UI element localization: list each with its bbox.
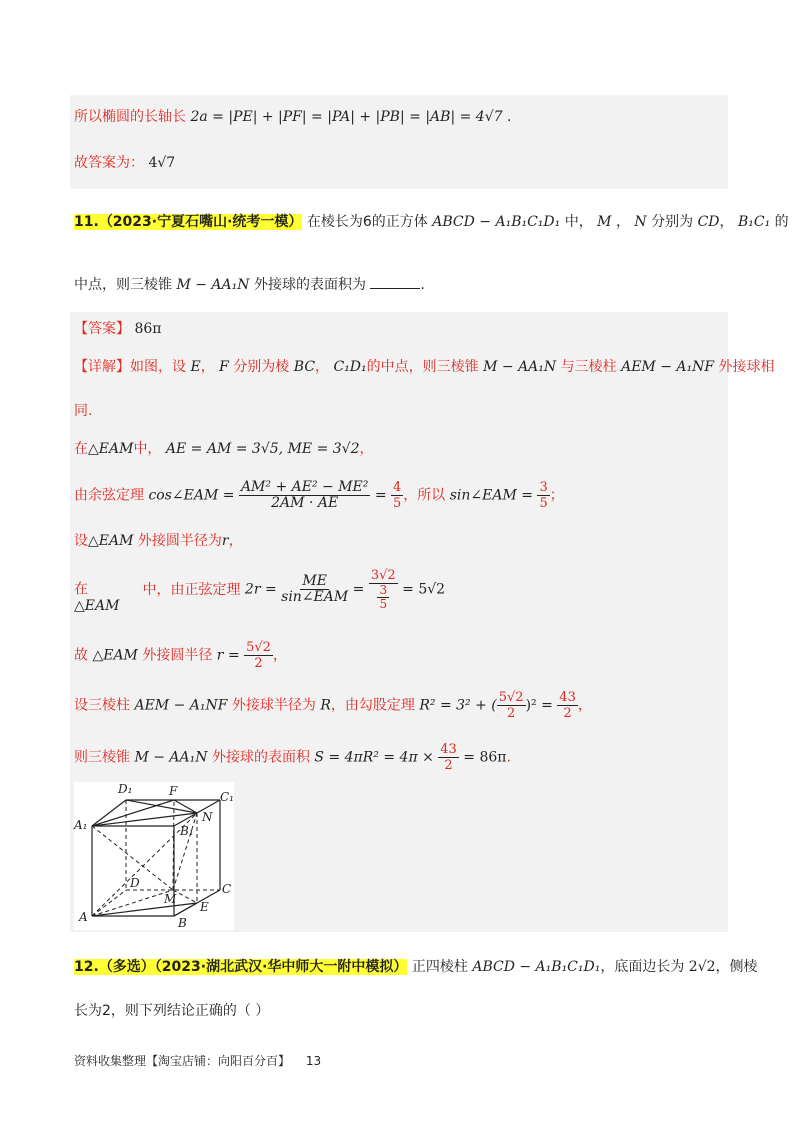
label-f: F — [169, 784, 178, 798]
answer-blank — [370, 276, 420, 289]
question-11-line2: 中点，则三棱锥 M − AA₁N 外接球的表面积为 . — [74, 277, 425, 293]
label-m: M — [164, 892, 177, 906]
label-c1: C₁ — [220, 790, 234, 804]
question-12-line2: 长为2，则下列结论正确的（ ） — [74, 1003, 270, 1019]
label-d: D — [130, 876, 140, 890]
label-d1: D₁ — [118, 782, 133, 796]
detail-line1: 【详解】如图，设 E， F 分别为棱 BC， C₁D₁的中点，则三棱锥 M − AA₁N 与三棱柱 AEM − A₁NF 外接球相 — [74, 359, 775, 375]
detail-line2: 同. — [74, 403, 93, 419]
detail-line5: 设△EAM 外接圆半径为r， — [74, 533, 243, 549]
detail-line8: 设三棱柱 AEM − A₁NF 外接球半径为 R，由勾股定理 R² = 3² + ( $\frac{5√2}{2}$ )² = $\frac{43}{2}$ ， — [74, 690, 592, 721]
label-b1: B₁ — [180, 824, 194, 838]
ellipse-formula: 2a = |PE| + |PF| = |PA| + |PB| = |AB| = 4√7 — [190, 109, 503, 125]
cosine-fraction: $\frac{\text{AM² + AE² − ME²}}{2AM \cdot AE}$ — [240, 479, 369, 511]
detail-line4-cosine: 由余弦定理 cos∠EAM = $\frac{\text{AM² + AE² − ME²}}{2AM \cdot AE}$ = $\frac{4}{5}$ ，所以 sin∠EAM = $\frac{3}{5}$ ； — [74, 479, 564, 511]
cube-figure — [74, 782, 234, 930]
cube-diagram — [74, 782, 234, 930]
label-e: E — [200, 900, 209, 914]
question-source: （2023·宁夏石嘴山·统考一模） — [98, 214, 303, 230]
question-number: 11. — [74, 214, 99, 230]
footer-text: 资料收集整理【淘宝店铺：向阳百分百】 — [74, 1054, 291, 1068]
question-12-line1: 12.（多选）（2023·湖北武汉·华中师大一附中模拟） 正四棱柱 ABCD − A₁B₁C₁D₁，底面边长为 2√2，侧棱 — [74, 959, 758, 975]
question-11-line1: 11.（2023·宁夏石嘴山·统考一模） 在棱长为6的正方体 ABCD − A₁B₁C₁D₁ 中， M ， N 分别为 CD， B₁C₁ 的 — [74, 214, 789, 230]
detail-line9: 则三棱锥 M − AA₁N 外接球的表面积 S = 4πR² = 4π × $\frac{43}{2}$ = 86π. — [74, 742, 511, 773]
question-number: 12. — [74, 959, 99, 975]
ellipse-line: 所以椭圆的长轴长 2a = |PE| + |PF| = |PA| + |PB| = |AB| = 4√7 . — [74, 109, 512, 125]
answer-11: 【答案】 86π — [74, 321, 162, 337]
label-a: A — [79, 910, 88, 924]
detail-line6-tri: △EAM — [74, 598, 120, 614]
label-a1: A₁ — [74, 818, 88, 832]
detail-line7: 故 △EAM 外接圆半径 r = $\frac{5√2}{2}$ ， — [74, 640, 287, 671]
answer-line: 故答案为： 4√7 — [74, 155, 176, 171]
answer-value: 4√7 — [148, 155, 176, 171]
label-c: C — [222, 882, 232, 896]
detail-line6-sine: 在 中，由正弦定理 2r = $\frac{ME}{\text{sin∠EAM}}$ = $\frac{3√2}{\frac{3}{5}}$ = 5√2 — [74, 568, 446, 611]
page-number: 13 — [305, 1054, 322, 1068]
detail-line3: 在△EAM中， AE = AM = 3√5, ME = 3√2， — [74, 441, 374, 457]
label-n: N — [202, 810, 213, 824]
question-source: （多选）（2023·湖北武汉·华中师大一附中模拟） — [98, 959, 408, 975]
label-b: B — [178, 916, 187, 930]
page-footer — [74, 1052, 321, 1069]
